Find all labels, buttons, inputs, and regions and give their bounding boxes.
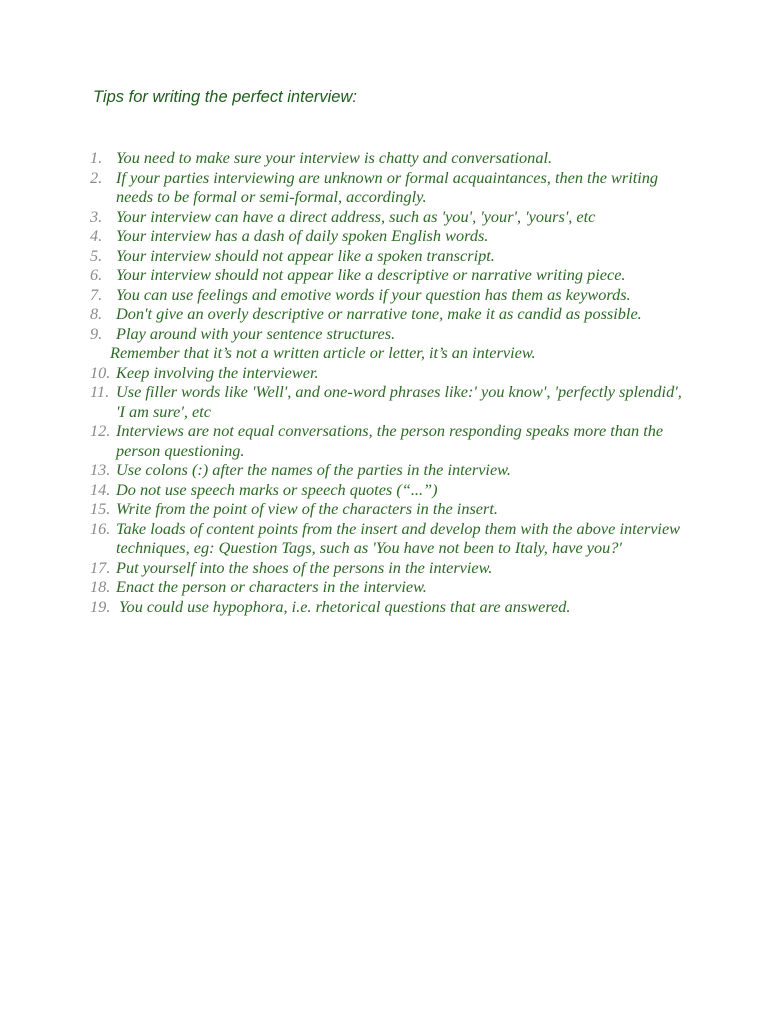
item-text: Interviews are not equal conversations, the person responding speaks more than the person questioning.: [116, 421, 664, 460]
list-item: [90, 363, 690, 383]
item-text: Write from the point of view of the characters in the insert.: [116, 499, 498, 518]
list-item: [90, 148, 690, 168]
item-number: 5.: [90, 245, 103, 265]
item-number: 2.: [90, 167, 103, 187]
item-number: 13.: [90, 460, 111, 479]
item-number: 16.: [90, 518, 111, 538]
item-number: 12.: [90, 421, 111, 440]
item-number: 1.: [90, 148, 103, 167]
list-item: [90, 558, 690, 578]
list-item: [90, 460, 690, 480]
list-item: [90, 597, 690, 617]
item-number: 14.: [90, 479, 111, 499]
item-number: 19.: [90, 596, 111, 616]
item-text: Use colons (:) after the names of the parties in the interview.: [116, 460, 511, 479]
list-item: [90, 324, 690, 344]
list-item: [90, 304, 690, 324]
list-note: [90, 343, 690, 363]
item-number: 10.: [90, 362, 111, 382]
item-number: 17.: [90, 557, 111, 577]
item-text: You could use hypophora, i.e. rhetorical questions that are answered.: [119, 596, 571, 616]
item-number: 8.: [90, 304, 103, 323]
item-number: 3.: [90, 206, 103, 226]
list-item: [90, 226, 690, 246]
item-number: 11.: [90, 382, 110, 401]
item-text: Use filler words like 'Well', and one-word phrases like:' you know', 'perfectly splendid', 'I am sure', etc: [116, 382, 682, 421]
item-number: 9.: [90, 323, 103, 343]
list-item: [90, 207, 690, 227]
list-item: [90, 168, 690, 207]
item-text: You can use feelings and emotive words if your question has them as keywords.: [116, 284, 631, 304]
page-title: Tips for writing the perfect interview:: [93, 88, 357, 106]
item-text: Your interview has a dash of daily spoken English words.: [116, 226, 489, 245]
item-text: Keep involving the interviewer.: [116, 362, 319, 382]
item-text: Your interview should not appear like a descriptive or narrative writing piece.: [116, 265, 626, 284]
item-number: 15.: [90, 499, 111, 518]
item-text: Don't give an overly descriptive or narrative tone, make it as candid as possible.: [116, 304, 642, 323]
item-text: You need to make sure your interview is chatty and conversational.: [116, 148, 553, 167]
item-text: Put yourself into the shoes of the persons in the interview.: [116, 557, 493, 577]
item-text: Enact the person or characters in the interview.: [116, 577, 427, 596]
list-item: [90, 577, 690, 597]
note-text: Remember that it’s not a written article or letter, it’s an interview.: [110, 343, 536, 362]
list-item: [90, 246, 690, 266]
item-text: Your interview can have a direct address, such as 'you', 'your', 'yours', etc: [116, 206, 596, 226]
list-item: [90, 285, 690, 305]
list-item: [90, 499, 690, 519]
item-number: 6.: [90, 265, 103, 284]
tips-list: [90, 148, 690, 616]
item-number: 4.: [90, 226, 103, 245]
item-text: Do not use speech marks or speech quotes (“...”): [116, 479, 438, 499]
item-text: Play around with your sentence structures.: [116, 323, 396, 343]
item-text: Take loads of content points from the insert and develop them with the above interview techniques, eg: Question Tags, such as 'You have not been to Italy, have you?': [116, 518, 681, 557]
list-item: [90, 382, 690, 421]
list-item: [90, 421, 690, 460]
item-number: 7.: [90, 284, 103, 304]
list-item: [90, 519, 690, 558]
item-text: If your parties interviewing are unknown or formal acquaintances, then the writing needs to be formal or semi-formal, accordingly.: [116, 167, 659, 206]
list-item: [90, 265, 690, 285]
item-text: Your interview should not appear like a spoken transcript.: [116, 245, 495, 265]
list-item: [90, 480, 690, 500]
item-number: 18.: [90, 577, 111, 596]
